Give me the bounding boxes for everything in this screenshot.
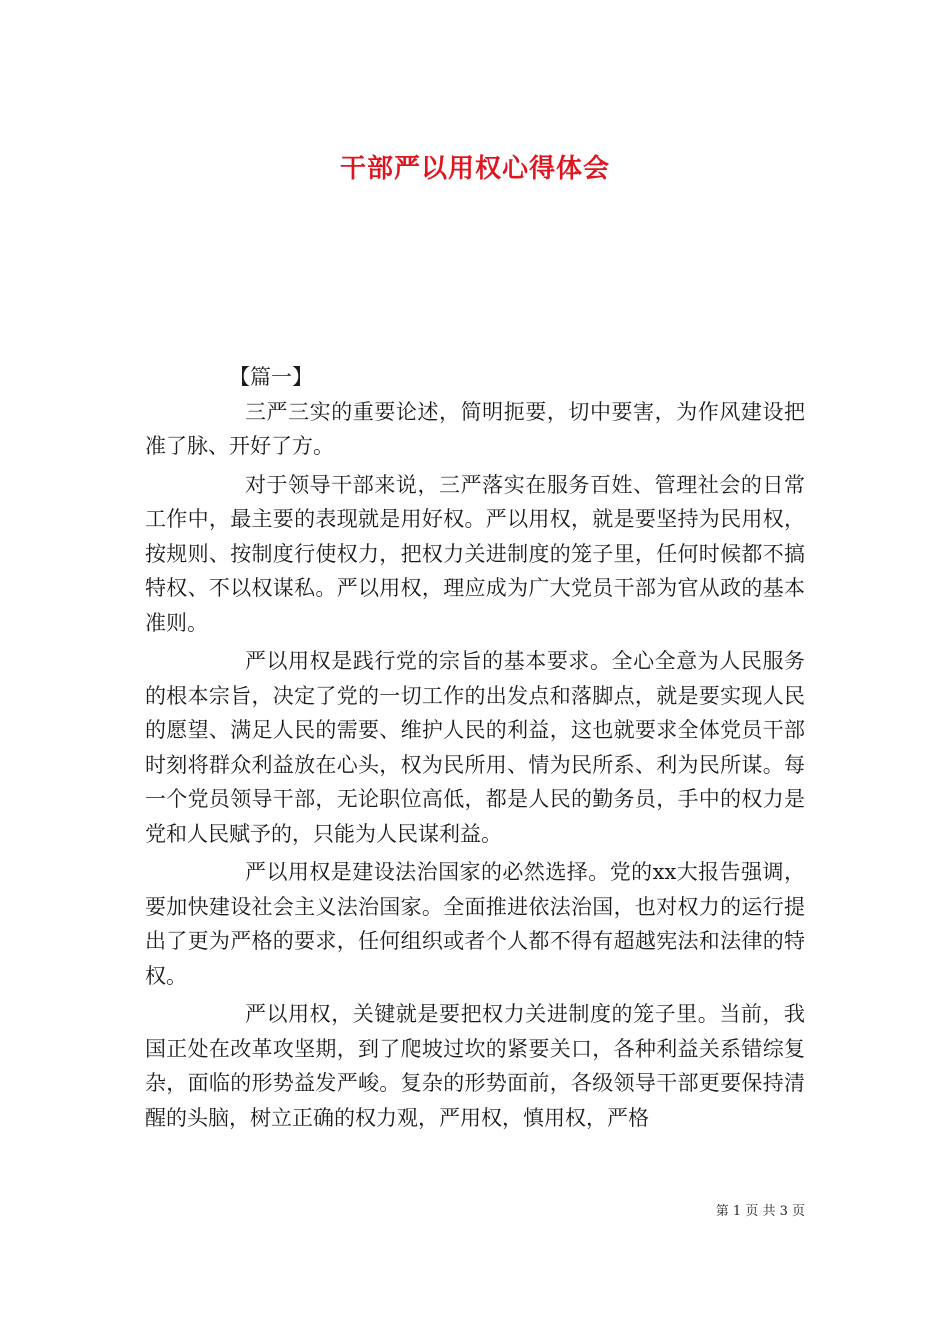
document-title: 干部严以用权心得体会 [339, 154, 610, 185]
paragraph-2: 对于领导干部来说，三严落实在服务百姓、管理社会的日常工作中，最主要的表现就是用好权。严以用权，就是要坚持为民用权，按规则、按制度行使权力，把权力关进制度的笼子里，任何时候都不搞特权、不以权谋私。严以用权，理应成为广大党员干部为官从政的基本准则。 [145, 472, 805, 635]
paragraph-1: 三严三实的重要论述，简明扼要，切中要害，为作风建设把准了脉、开好了方。 [145, 399, 805, 458]
paragraph-4: 严以用权是建设法治国家的必然选择。党的xx大报告强调，要加快建设社会主义法治国家。全面推进依法治国，也对权力的运行提出了更为严格的要求，任何组织或者个人都不得有超越宪法和法律的特权。 [145, 860, 805, 988]
section-label: 【篇一】 [229, 365, 313, 389]
paragraph-5: 严以用权，关键就是要把权力关进制度的笼子里。当前，我国正处在改革攻坚期，到了爬坡过坎的紧要关口，各种利益关系错综复杂，面临的形势益发严峻。复杂的形势面前，各级领导干部更要保持清醒的头脑，树立正确的权力观，严用权，慎用权，严格 [145, 1002, 805, 1130]
document-body [145, 360, 805, 1135]
page-indicator: 第 1 页 共 3 页 [715, 1204, 805, 1219]
paragraph-3: 严以用权是践行党的宗旨的基本要求。全心全意为人民服务的根本宗旨，决定了党的一切工作的出发点和落脚点，就是要实现人民的愿望、满足人民的需要、维护人民的利益，这也就要求全体党员干部时刻将群众利益放在心头，权为民所用、情为民所系、利为民所谋。每一个党员领导干部，无论职位高低，都是人民的勤务员，手中的权力是党和人民赋予的，只能为人民谋利益。 [145, 649, 805, 846]
